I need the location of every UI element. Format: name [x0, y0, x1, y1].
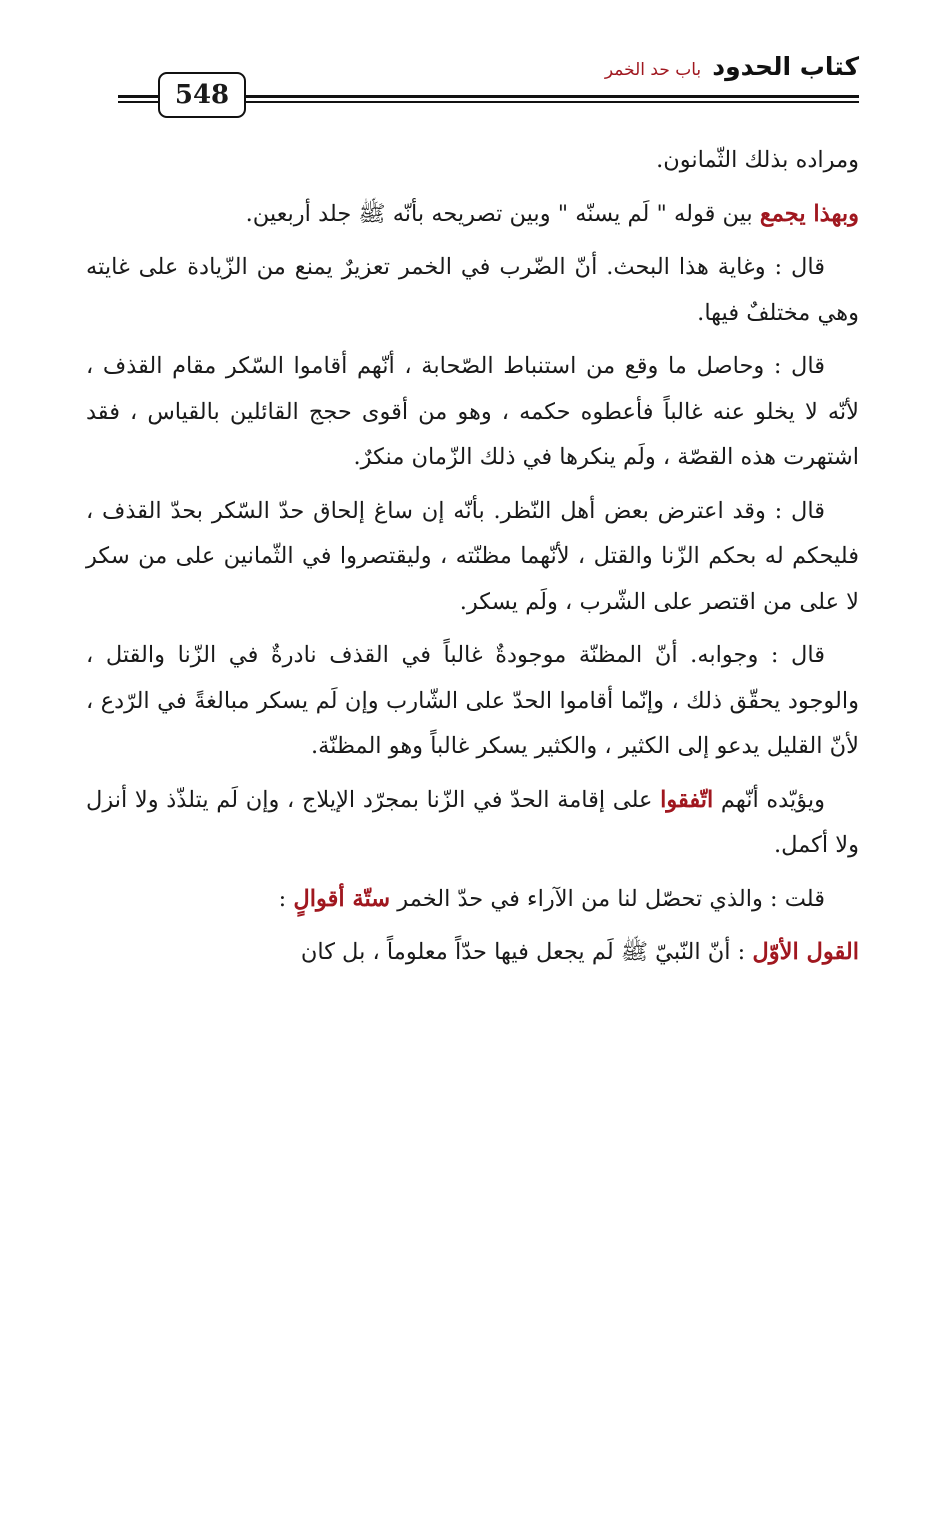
paragraph	[86, 778, 859, 869]
highlighted-phrase: ستّة أقوالٍ	[293, 885, 391, 912]
paragraph	[86, 489, 859, 626]
page-number: 548	[174, 80, 230, 110]
paragraph-text: : أنّ النّبيّ ﷺ لَم يجعل فيها حدّاً معلوماً ، بل كان	[300, 939, 753, 965]
paragraph	[86, 192, 859, 238]
paragraph	[86, 877, 859, 923]
highlighted-phrase: القول الأوّل	[752, 939, 859, 965]
page-header	[605, 52, 859, 81]
book-title: كتاب الحدود	[712, 52, 859, 81]
highlighted-phrase: اتّفقوا	[660, 786, 714, 813]
highlighted-phrase: وبهذا يجمع	[759, 200, 859, 227]
chapter-title: باب حد الخمر	[604, 60, 702, 80]
paragraph-text: قال : وغاية هذا البحث. أنّ الضّرب في الخمر تعزيرٌ يمنع من الزّيادة على غايته وهي مختلفٌ فيها.	[86, 254, 859, 326]
page-number-box	[158, 72, 246, 118]
paragraph	[86, 930, 859, 976]
paragraph-text: قال : وقد اعترض بعض أهل النّظر. بأنّه إن ساغ إلحاق حدّ السّكر بحدّ القذف ، فليحكم له بحكم الزّنا والقتل ، لأنّهما مظنّته ، وليقتصروا في الثّمانين على من سكر لا على من اقتصر على الشّرب ، ولَم يسكر.	[86, 497, 859, 615]
paragraph-text: قلت : والذي تحصّل لنا من الآراء في حدّ الخمر	[390, 885, 825, 912]
paragraph	[86, 138, 859, 184]
paragraph-text: ومراده بذلك الثّمانون.	[656, 147, 859, 173]
paragraph	[86, 344, 859, 481]
paragraph-text: :	[278, 885, 294, 912]
paragraph-text: قال : وحاصل ما وقع من استنباط الصّحابة ، أنّهم أقاموا السّكر مقام القذف ، لأنّه لا يخلو عنه غالباً فأعطوه حكمه ، وهو من أقوى حجج القائلين بالقياس ، فقد اشتهرت هذه القصّة ، ولَم ينكرها في ذلك الزّمان منكرٌ.	[86, 353, 859, 470]
paragraph-text: بين قوله " لَم يسنّه " وبين تصريحه بأنّه ﷺ جلد أربعين.	[245, 200, 760, 227]
paragraph-text: قال : وجوابه. أنّ المظنّة موجودةٌ غالباً في القذف نادرةٌ في الزّنا والقتل ، والوجود يحقّق ذلك ، وإنّما أقاموا الحدّ على الشّارب وإن لَم يسكر مبالغةً في الرّدع ، لأنّ القليل يدعو إلى الكثير ، والكثير يسكر غالباً وهو المظنّة.	[86, 642, 859, 759]
paragraph	[86, 633, 859, 770]
paragraph	[86, 245, 859, 336]
page-body	[86, 138, 859, 984]
paragraph-text: على إقامة الحدّ في الزّنا بمجرّد الإيلاج ، وإن لَم يتلذّذ ولا أنزل ولا أكمل.	[86, 786, 859, 858]
paragraph-text: ويؤيّده أنّهم	[713, 786, 826, 813]
